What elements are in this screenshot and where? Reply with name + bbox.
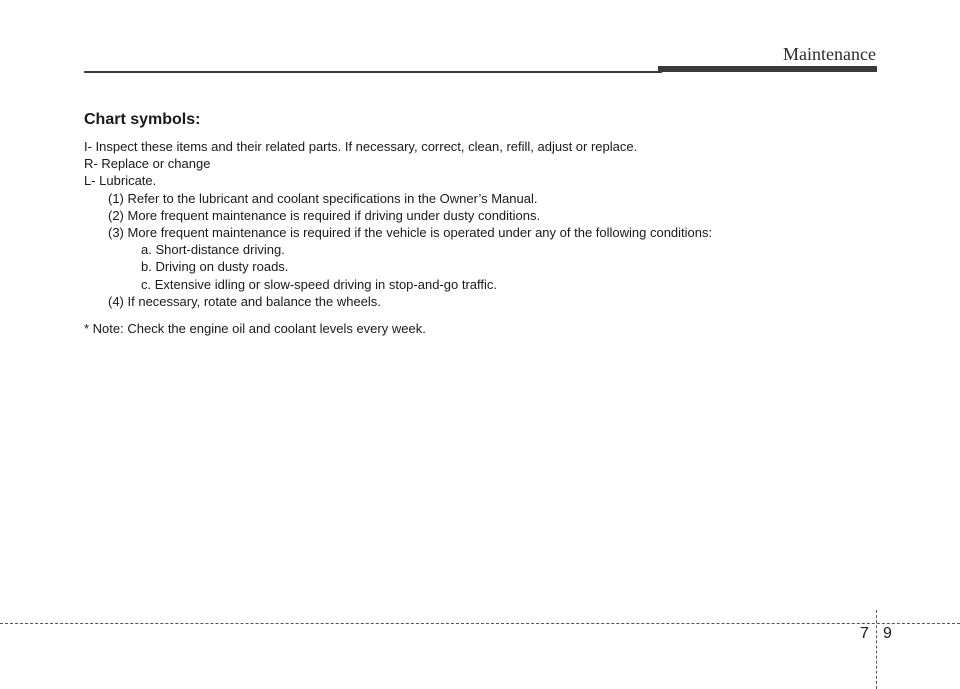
symbol-inspect: I- Inspect these items and their related parts. If necessary, correct, clean, refill, adjust or replace.: [84, 139, 638, 154]
header-rule: [84, 71, 662, 73]
note-1: (1) Refer to the lubricant and coolant specifications in the Owner’s Manual.: [108, 190, 538, 206]
chapter-number: 7: [860, 625, 869, 642]
header-rule-accent: [658, 66, 877, 72]
symbol-lubricate: L- Lubricate.: [84, 173, 157, 189]
footer-divider: [876, 610, 877, 689]
chart-symbols-section: [84, 110, 884, 337]
condition-a: a. Short-distance driving.: [141, 242, 285, 258]
note-4: (4) If necessary, rotate and balance the wheels.: [108, 293, 381, 309]
page-number: 9: [883, 625, 892, 642]
note-2: (2) More frequent maintenance is required if driving under dusty conditions.: [108, 207, 541, 223]
symbol-replace: R- Replace or change: [84, 156, 211, 172]
chart-symbols-heading: Chart symbols:: [84, 111, 201, 128]
note-3: (3) More frequent maintenance is required if the vehicle is operated under any of the following conditions:: [108, 225, 713, 241]
section-title: Maintenance: [783, 44, 876, 64]
footnote: * Note: Check the engine oil and coolant levels every week.: [84, 321, 426, 337]
condition-b: b. Driving on dusty roads.: [141, 259, 289, 275]
condition-c: c. Extensive idling or slow-speed driving in stop-and-go traffic.: [141, 276, 497, 292]
footer-rule: [0, 623, 960, 624]
